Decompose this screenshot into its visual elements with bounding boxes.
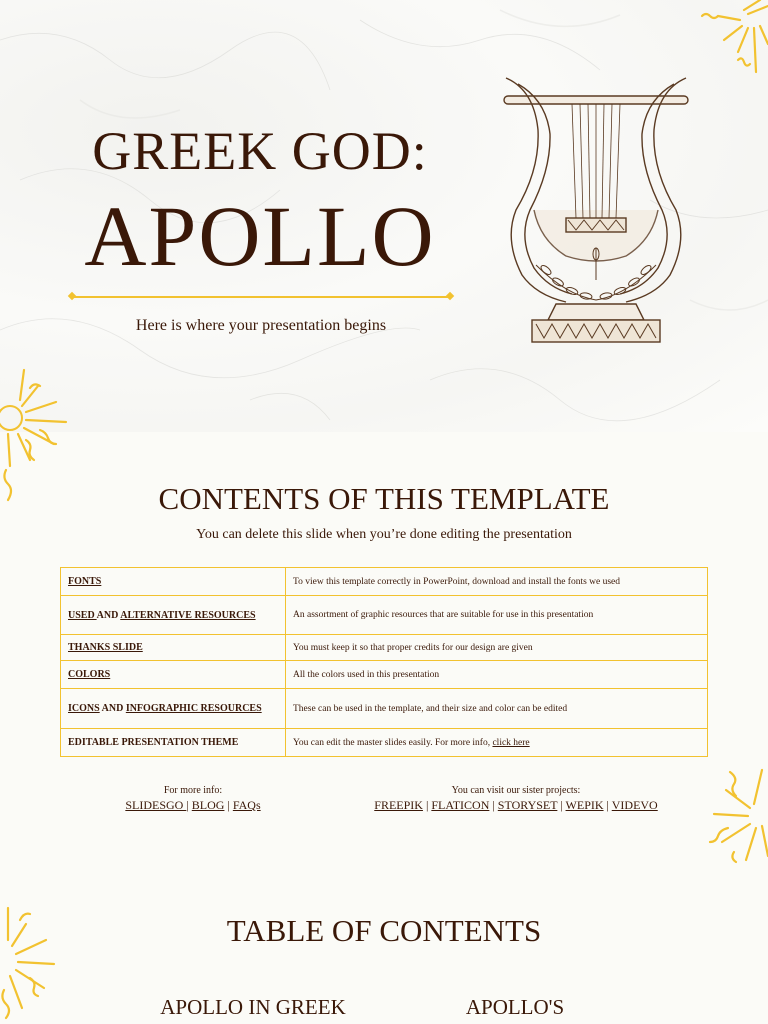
resources-table <box>60 567 708 757</box>
resource-description <box>286 689 708 729</box>
resource-name <box>61 661 286 689</box>
sister-projects-caption: You can visit our sister projects: <box>451 785 581 796</box>
title-line-2: APOLLO <box>84 188 436 284</box>
link-separator: | <box>603 798 612 812</box>
more-info-block <box>93 785 293 813</box>
resource-name <box>61 568 286 596</box>
title-line-1: GREEK GOD: <box>92 121 428 181</box>
link-separator: | <box>557 798 566 812</box>
sister-project-link[interactable]: WEPIK <box>565 798 604 812</box>
resource-description <box>286 596 708 635</box>
more-info-link[interactable]: SLIDESGO <box>125 798 187 812</box>
sister-projects-block <box>355 785 677 813</box>
link-separator: | <box>422 798 432 812</box>
sun-ornament-right-middle <box>706 766 768 864</box>
resources-row <box>61 568 708 596</box>
more-info-link[interactable]: BLOG <box>191 798 225 812</box>
resources-row <box>61 596 708 635</box>
more-info-link[interactable]: FAQs <box>232 798 261 812</box>
contents-subtitle: You can delete this slide when you’re done editing the presentation <box>196 527 572 542</box>
description-text: You must keep it so that proper credits for our design are given <box>293 642 533 653</box>
resource-name <box>61 635 286 661</box>
resources-row <box>61 661 708 689</box>
contents-title: CONTENTS OF THIS TEMPLATE <box>158 481 610 516</box>
description-text: You can edit the master slides easily. For more info, <box>293 737 493 748</box>
toc-item[interactable]: APOLLO'S <box>465 995 565 1019</box>
resource-name <box>61 596 286 635</box>
description-text: To view this template correctly in PowerPoint, download and install the fonts we used <box>293 576 621 587</box>
resources-row <box>61 635 708 661</box>
click-here-link[interactable]: click here <box>492 737 530 748</box>
toc-item[interactable]: APOLLO IN GREEK <box>160 995 346 1019</box>
more-info-caption: For more info: <box>163 785 223 796</box>
resource-link[interactable]: FONTS <box>68 576 102 587</box>
resource-text: AND <box>99 703 126 714</box>
resource-link[interactable]: THANKS SLIDE <box>68 642 143 653</box>
toc-title: TABLE OF CONTENTS <box>226 913 542 948</box>
resource-description <box>286 729 708 757</box>
sister-projects-links <box>355 798 677 813</box>
resource-text: EDITABLE PRESENTATION THEME <box>68 737 239 748</box>
subtitle: Here is where your presentation begins <box>135 317 387 334</box>
resource-link[interactable]: ALTERNATIVE RESOURCES <box>120 609 256 621</box>
resource-description <box>286 568 708 596</box>
sister-project-link[interactable]: FLATICON <box>431 798 490 812</box>
resource-name <box>61 689 286 729</box>
description-text: These can be used in the template, and their size and color can be edited <box>293 703 568 714</box>
link-separator: | <box>224 798 233 812</box>
sister-project-link[interactable]: VIDEVO <box>611 798 658 812</box>
resource-name <box>61 729 286 757</box>
resource-text: AND <box>96 609 121 621</box>
link-separator: | <box>489 798 498 812</box>
description-text: An assortment of graphic resources that are suitable for use in this presentation <box>293 610 594 620</box>
resource-description <box>286 661 708 689</box>
lyre-illustration <box>496 70 696 352</box>
description-text: All the colors used in this presentation <box>293 669 440 680</box>
sun-ornament-top-right <box>690 0 768 75</box>
sister-project-link[interactable]: STORYSET <box>497 798 558 812</box>
title-slide <box>0 0 768 432</box>
resource-link[interactable]: INFOGRAPHIC RESOURCES <box>125 703 262 714</box>
resource-link[interactable]: USED <box>68 609 97 621</box>
sister-project-link[interactable]: FREEPIK <box>374 798 423 812</box>
title-divider <box>72 296 450 298</box>
resource-link[interactable]: ICONS <box>68 703 100 714</box>
link-separator: | <box>186 798 192 812</box>
resource-link[interactable]: COLORS <box>68 669 111 680</box>
resources-row <box>61 689 708 729</box>
more-info-links <box>93 798 293 813</box>
resources-row <box>61 729 708 757</box>
resource-description <box>286 635 708 661</box>
